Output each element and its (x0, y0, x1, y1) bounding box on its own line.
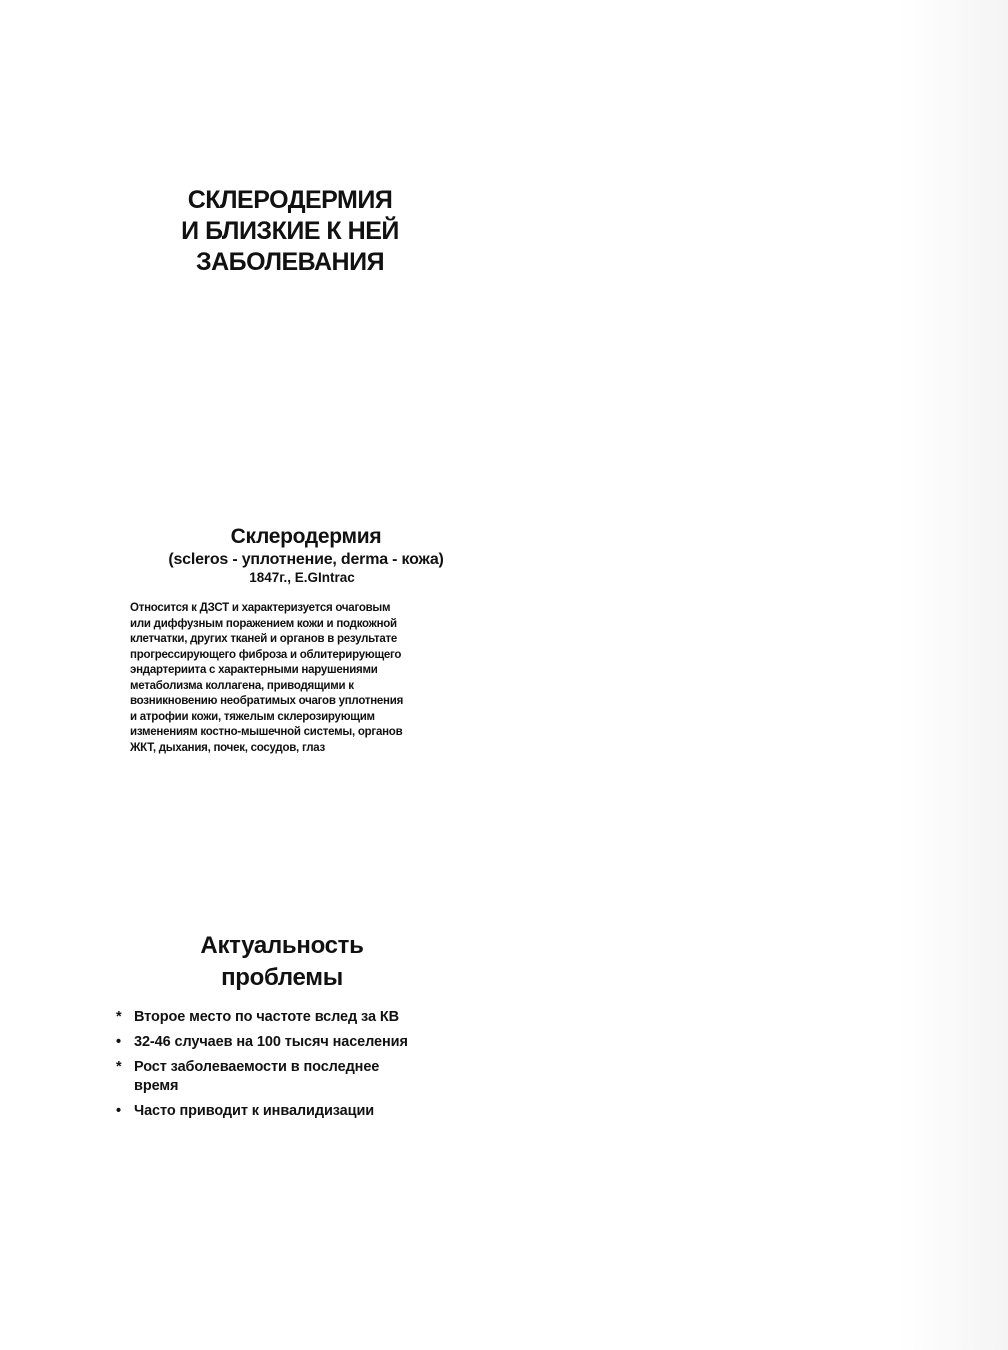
bullet-marker: • (116, 1034, 121, 1050)
definition-heading: Склеродермия (230, 525, 382, 548)
relevance-title-line-1: Актуальность (200, 932, 364, 959)
body-line: ЖКТ, дыхания, почек, сосудов, глаз (130, 741, 326, 754)
relevance-title (112, 930, 452, 994)
date-author-line: 1847г., E.GIntrac (249, 570, 355, 585)
list-item (112, 1058, 472, 1096)
body-line: клетчатки, других тканей и органов в результате (130, 633, 398, 645)
body-line: прогрессирующего фиброза и облитерирующего (130, 648, 402, 661)
list-item-text: 32-46 случаев на 100 тысяч населения (134, 1034, 408, 1050)
definition-body (120, 601, 470, 756)
title-line-1: СКЛЕРОДЕРМИЯ (187, 186, 393, 214)
list-item-text: Второе место по частоте вслед за КВ (134, 1009, 399, 1025)
title-slide (150, 185, 430, 278)
title-line-2: И БЛИЗКИЕ К НЕЙ (181, 217, 399, 245)
bullet-marker: • (116, 1103, 121, 1119)
list-item (112, 1102, 472, 1121)
etymology-line: (scleros - уплотнение, derma - кожа) (168, 551, 444, 568)
list-item-text: Часто приводит к инвалидизации (134, 1103, 375, 1119)
list-item-text: Рост заболеваемости в последнее (134, 1059, 380, 1075)
body-line: эндартериита с характерными нарушениями (130, 664, 378, 676)
list-item-text-cont: время (134, 1078, 179, 1094)
body-line: возникновению необратимых очагов уплотнения (130, 695, 404, 707)
relevance-slide (112, 930, 472, 1127)
relevance-title-line-2: проблемы (221, 964, 343, 991)
body-line: и атрофии кожи, тяжелым склерозирующим (130, 710, 375, 723)
page-edge-shade (898, 0, 1008, 1350)
body-line: Относится к ДЗСТ и характеризуется очаговым (130, 602, 391, 614)
list-item (112, 1033, 472, 1052)
relevance-list (112, 1008, 472, 1121)
body-line: изменениям костно-мышечной системы, органов (130, 726, 403, 738)
definition-slide (120, 524, 480, 756)
body-line: метаболизма коллагена, приводящими к (130, 679, 354, 692)
title-line-3: ЗАБОЛЕВАНИЯ (195, 248, 385, 276)
list-item (112, 1008, 472, 1027)
body-line: или диффузным поражением кожи и подкожной (130, 617, 397, 630)
bullet-marker: * (116, 1059, 122, 1075)
bullet-marker: * (116, 1009, 122, 1025)
